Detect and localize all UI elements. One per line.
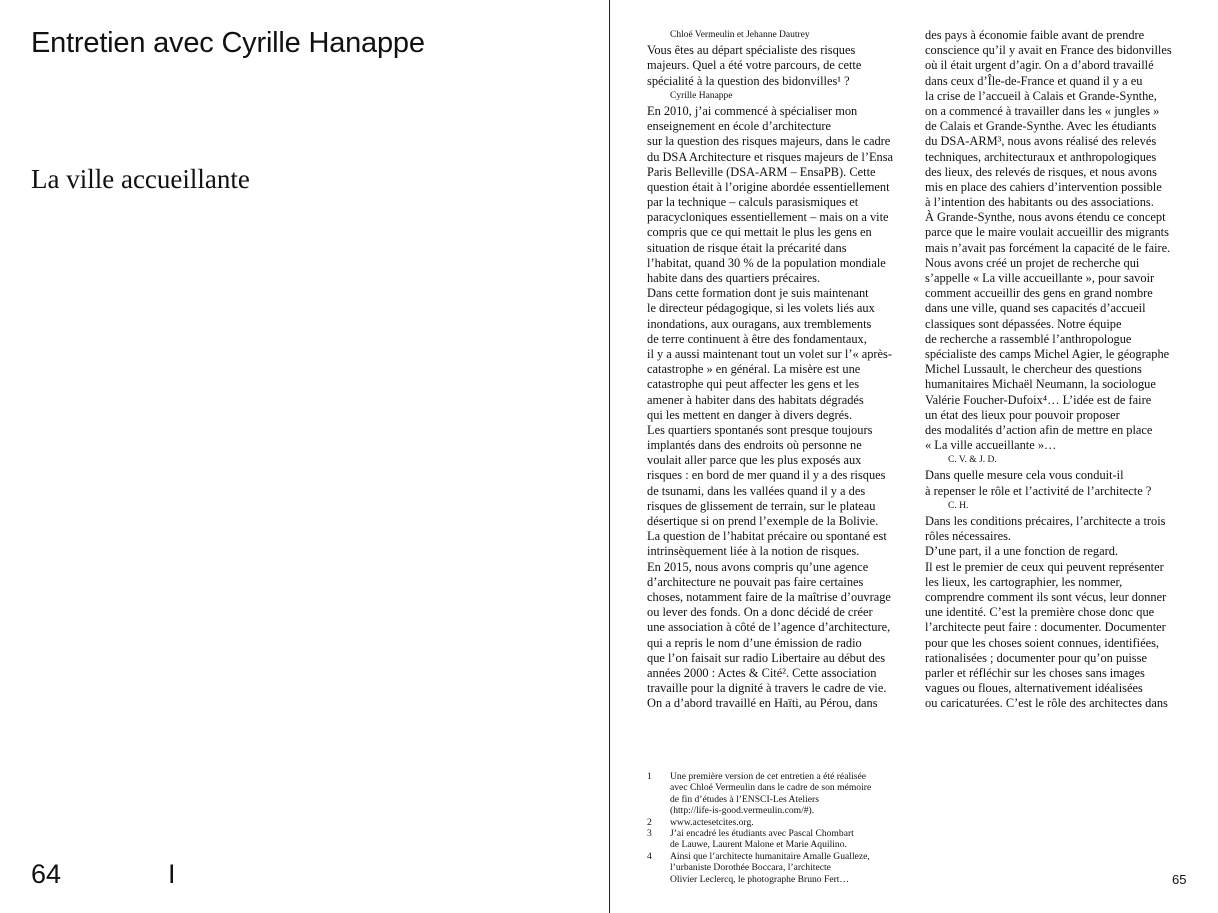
text-line: des lieux, des relevés de risques, et nous avons [925, 164, 1157, 179]
text-line: On a d’abord travaillé en Haïti, au Pérou, dans [647, 696, 878, 711]
text-column-2 [925, 28, 1172, 711]
text-line: mis en place des cahiers d’intervention possible [925, 179, 1162, 194]
section-marker: I [168, 859, 176, 889]
footnote-text: Ainsi que l’architecte humanitaire Amalle Gualleze, [670, 850, 870, 862]
text-line: du DSA-ARM³, nous avons réalisé des relevés [925, 134, 1157, 149]
footnote-text: www.actesetcites.org. [670, 816, 754, 828]
text-line: rationalisées ; documenter pour qu’on puisse [925, 650, 1147, 665]
text-line: situation de risque était la précarité dans [647, 240, 847, 255]
text-line: vagues ou floues, alternativement idéalisées [925, 681, 1143, 696]
footnote-text: de fin d’études à l’ENSCI-Les Ateliers [670, 793, 819, 805]
footnote-number: 4 [647, 850, 652, 862]
text-line: amener à habiter dans des habitats dégradés [647, 392, 864, 407]
text-line: classiques sont dépassées. Notre équipe [925, 316, 1122, 331]
text-line: majeurs. Quel a été votre parcours, de cette [647, 58, 862, 73]
speaker-label: C. V. & J. D. [948, 455, 997, 466]
footnote-line [647, 782, 871, 793]
text-line: inondations, aux ouragans, aux tremblements [647, 316, 872, 331]
text-line: D’une part, il a une fonction de regard. [925, 544, 1119, 559]
text-line: parce que le maire voulait accueillir des migrants [925, 225, 1169, 240]
text-line: par la technique – calculs parasismiques et [647, 195, 859, 210]
text-line: risques de glissement de terrain, sur le plateau [647, 498, 876, 513]
text-line: la crise de l’accueil à Calais et Grande-Synthe, [925, 88, 1157, 103]
footnote-line [647, 794, 871, 805]
footnote-number [647, 862, 670, 873]
text-line: catastrophe » en général. La misère est une [647, 362, 861, 377]
text-line: années 2000 : Actes & Cité². Cette association [647, 665, 877, 680]
article-subtitle: La ville accueillante [31, 164, 250, 194]
text-line: travaille pour la dignité à travers le cadre de vie. [647, 681, 887, 696]
text-line: Michel Lussault, le chercheur des questions [925, 362, 1142, 377]
text-line: humanitaires Michaël Neumann, la sociologue [925, 377, 1156, 392]
text-line: une association à côté de l’agence d’architecture, [647, 620, 891, 635]
text-line: Paris Belleville (DSA-ARM – EnsaPB). Cette [647, 164, 876, 179]
text-line: que l’on faisait sur radio Libertaire au début des [647, 650, 886, 665]
footnote-line [647, 862, 871, 873]
text-line: risques : en bord de mer quand il y a des risques [647, 468, 886, 483]
text-line: de recherche a rassemblé l’anthropologue [925, 331, 1132, 346]
footnote-number: 3 [647, 828, 652, 840]
text-line: le directeur pédagogique, si les volets liés aux [647, 301, 875, 316]
text-line: un état des lieux pour pouvoir proposer [925, 407, 1120, 422]
text-line: Dans quelle mesure cela vous conduit-il [925, 468, 1124, 483]
text-line: compris que ce qui mettait le plus les gens en [647, 225, 872, 240]
footnotes [647, 771, 871, 885]
text-line: l’habitat, quand 30 % de la population mondiale [647, 255, 886, 270]
text-line: à l’intention des habitants ou des associations. [925, 195, 1154, 210]
text-line: spécialiste des camps Michel Agier, le géographe [925, 346, 1170, 361]
footnote-line [647, 828, 871, 839]
text-line: À Grande-Synthe, nous avons étendu ce concept [925, 210, 1166, 225]
text-line: désertique si on prend l’exemple de la Bolivie. [647, 514, 879, 528]
text-line: dans une ville, quand ses capacités d’accueil [925, 301, 1146, 316]
article-title: Entretien avec Cyrille Hanappe [31, 27, 425, 59]
text-line: ou caricaturées. C’est le rôle des architectes dans [925, 696, 1168, 711]
text-line: d’architecture ne pouvait pas faire certaines [647, 574, 864, 589]
text-line: ou lever des fonds. On a donc décidé de créer [647, 605, 873, 620]
text-line: sur la question des risques majeurs, dans le cadre [647, 134, 891, 149]
text-line: Dans les conditions précaires, l’architecte a trois [925, 514, 1166, 528]
text-line: où il était urgent d’agir. On a d’abord travaillé [925, 58, 1154, 73]
text-line: l’architecte peut faire : documenter. Documenter [925, 620, 1166, 635]
text-line: « La ville accueillante »… [925, 438, 1057, 453]
text-line: intrinsèquement liée à la notion de risques. [647, 544, 860, 559]
text-line: Il est le premier de ceux qui peuvent représenter [925, 559, 1164, 574]
text-line: de tsunami, dans les vallées quand il y a des [647, 483, 866, 498]
text-line: on a commencé à travailler dans les « jungles » [925, 103, 1160, 118]
text-line: Nous avons créé un projet de recherche qui [925, 255, 1140, 270]
text-column-1 [647, 28, 893, 711]
text-line: habite dans des quartiers précaires. [647, 271, 821, 285]
text-line: conscience qu’il y avait en France des bidonvilles [925, 43, 1172, 58]
text-line: qui a repris le nom d’une émission de radio [647, 635, 862, 650]
text-line: catastrophe qui peut affecter les gens et les [647, 377, 860, 392]
text-line: enseignement en école d’architecture [647, 119, 832, 134]
text-line: Dans cette formation dont je suis maintenant [647, 286, 869, 301]
left-page-number: 64 [31, 859, 62, 889]
text-line: La question de l’habitat précaire ou spontané est [647, 529, 887, 544]
speaker-label: Chloé Vermeulin et Jehanne Dautrey [670, 30, 810, 40]
footnote-line [647, 817, 871, 828]
footnote-text: (http://life-is-good.vermeulin.com/#). [670, 805, 815, 817]
text-line: les lieux, les cartographier, les nommer, [925, 574, 1123, 589]
text-line: choses, notamment faire de la maîtrise d’ouvrage [647, 589, 891, 604]
text-line: implantés dans des endroits où personne ne [647, 438, 862, 453]
text-line: à repenser le rôle et l’activité de l’architecte ? [925, 483, 1152, 498]
text-line: question était à l’origine abordée essentiellement [647, 179, 890, 194]
text-line: des modalités d’action afin de mettre en place [925, 422, 1153, 437]
text-line: Les quartiers spontanés sont presque toujours [647, 422, 873, 437]
footnote-line [647, 771, 871, 782]
text-line: pour que les choses soient connues, identifiées, [925, 635, 1159, 650]
text-line: En 2015, nous avons compris qu’une agence [647, 559, 869, 574]
footnote-number: 2 [647, 816, 652, 828]
text-line: spécialité à la question des bidonvilles¹ ? [647, 73, 850, 88]
footnote-line [647, 851, 871, 862]
footnote-text: Une première version de cet entretien a été réalisée [670, 771, 867, 782]
text-line: une identité. C’est la première chose donc que [925, 605, 1155, 620]
footnote-text: J’ai encadré les étudiants avec Pascal Chombart [670, 828, 854, 840]
text-line: mais n’avait pas forcément la capacité de le faire. [925, 240, 1171, 255]
text-line: En 2010, j’ai commencé à spécialiser mon [647, 103, 858, 118]
text-line: du DSA Architecture et risques majeurs de l’Ensa [647, 149, 894, 164]
text-line: qui les mettent en danger à divers degrés. [647, 407, 853, 422]
text-line: techniques, architecturaux et anthropologiques [925, 149, 1157, 164]
text-line: voulait aller parce que les plus exposés aux [647, 453, 862, 468]
footnote-number [647, 839, 670, 850]
text-line: comment accueillir des gens en grand nombre [925, 286, 1153, 301]
text-line: Valérie Foucher-Dufoix⁴… L’idée est de faire [925, 392, 1152, 407]
text-line: de Calais et Grande-Synthe. Avec les étudiants [925, 119, 1157, 134]
footnote-text: Olivier Leclercq, le photographe Bruno Fert… [670, 873, 850, 885]
text-line: comprendre comment ils sont vécus, leur donner [925, 589, 1167, 604]
footnote-number [647, 782, 670, 793]
speaker-label: Cyrille Hanappe [670, 90, 733, 101]
footnote-line [647, 874, 871, 885]
text-line: des pays à économie faible avant de prendre [925, 28, 1145, 42]
text-line: il y a aussi maintenant tout un volet sur l’« après- [647, 346, 893, 361]
text-line: dans ceux d’Île-de-France et quand il y a eu [925, 73, 1143, 88]
text-line: de terre continuent à être des fondamentaux, [647, 331, 867, 346]
right-page-number: 65 [1172, 872, 1187, 887]
footnote-text: avec Chloé Vermeulin dans le cadre de son mémoire [670, 782, 872, 794]
page-gutter-divider [609, 0, 610, 913]
footnote-number [647, 805, 670, 816]
text-line: s’appelle « La ville accueillante », pour savoir [925, 271, 1155, 285]
footnote-number: 1 [647, 771, 652, 782]
footnote-text: l’urbaniste Dorothée Boccara, l’architecte [670, 862, 831, 874]
footnote-line [647, 839, 871, 850]
footnote-number [647, 794, 670, 805]
text-line: rôles nécessaires. [925, 529, 1012, 544]
text-line: Vous êtes au départ spécialiste des risques [647, 43, 856, 58]
footnote-line [647, 805, 871, 816]
text-line: parler et réfléchir sur les choses sans images [925, 665, 1145, 680]
footnote-number [647, 874, 670, 885]
speaker-label: C. H. [948, 500, 969, 511]
footnote-text: de Lauwe, Laurent Malone et Marie Aquilino. [670, 839, 847, 851]
text-line: paracycloniques essentiellement – mais on a vite [647, 210, 889, 225]
